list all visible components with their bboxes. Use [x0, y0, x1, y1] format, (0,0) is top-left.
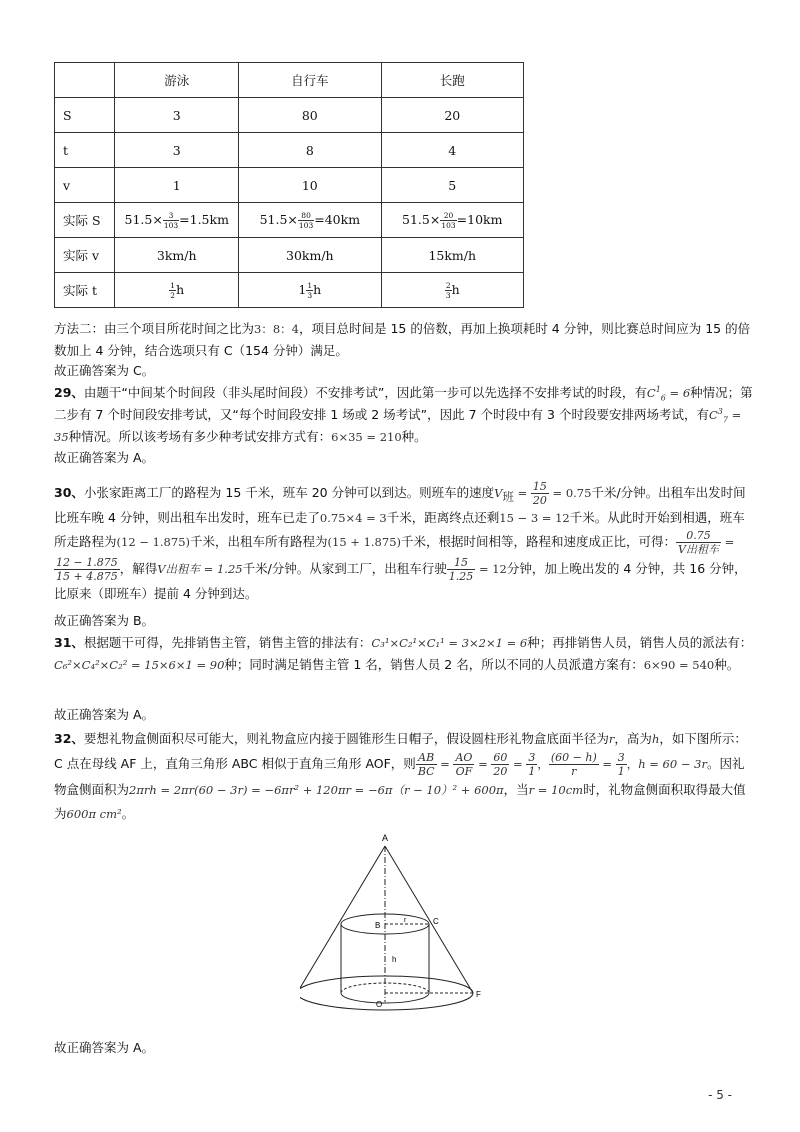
fraction-numerator: AB [416, 751, 437, 765]
table-row [55, 203, 524, 238]
cell-post: =10km [456, 211, 503, 227]
fraction [54, 556, 120, 583]
fraction [531, 480, 549, 507]
text: 分钟，加上晚出发的 4 分钟，共 16 分钟，比原来（即班车）提前 4 分钟到达。 [54, 561, 747, 601]
math-sub: 7 [722, 415, 728, 425]
fraction-denominator: 103 [163, 220, 179, 230]
fraction-numerator: 3 [163, 211, 179, 221]
fraction-numerator: 12 − 1.875 [56, 556, 118, 569]
table-cell: 30km/h [239, 238, 381, 273]
fraction [447, 556, 476, 583]
table-header-run: 长跑 [381, 63, 523, 98]
table-cell: 80 [239, 98, 381, 133]
cell-post: h [451, 281, 460, 297]
page-number: - 5 - [708, 1088, 732, 1102]
math-symbol: V [494, 486, 503, 500]
fraction [163, 211, 179, 230]
table-row [55, 98, 524, 133]
text: 。因礼物盒侧面积为 [54, 756, 745, 797]
q31-answer: 故正确答案为 A。 [54, 707, 155, 722]
label-b: B [375, 921, 381, 930]
speed-table [54, 62, 524, 308]
text: 千米/分钟。从家到工厂，出租车行驶 [242, 561, 447, 576]
fraction [676, 529, 721, 556]
fraction-numerator: 15 [447, 556, 476, 570]
table-cell: 3km/h [115, 238, 239, 273]
math-expression: 15 − 3 = 12 [499, 511, 570, 525]
cell-post: h [313, 281, 322, 297]
fraction-denominator: 20 [532, 494, 547, 507]
fraction [298, 211, 314, 230]
q30-paragraph: 30、小张家距离工厂的路程为 15 千米，班车 20 分钟可以到达。则班车的速度$V_班$ = $\frac{15}{20}$ = 0.75千米/分钟。出租车出发时间比班车晚 4 分钟，则出租车出发时，班车已走了0.75×4 = 3千米，距离终点还剩15 − 3 = 12千米。从此时开始到相遇，班车所走路程为(12 − 1.875)千米，出租车所有路程为(15 + 1.875)千米，根据时间相等，路程和速度成正比，可得： $\frac{0.75}{\text{V出租车}}$ = $\frac{12 - 1.875}{15 + 4.875}$ ，解得V出租车 = 1.25千米/分钟。从家到工厂，出租车行驶 $\frac{15}{1.25}$ = 12分钟，加上晚出发的 4 分钟，共 16 分钟，比原来（即班车）提前 4 分钟到达。 [54, 480, 747, 601]
cell-post: =40km [314, 211, 361, 227]
fraction-numerator: 20 [440, 211, 456, 221]
text: 种；再排销售人员，销售人员的派法有： [527, 635, 753, 650]
math-symbol: r [608, 732, 615, 746]
text: 种情况。所以该考场有多少种考试安排方式有： [68, 429, 332, 444]
math-value: = 12 [475, 562, 507, 576]
fraction-denominator: 103 [441, 220, 456, 230]
fraction-denominator: 1 [617, 765, 625, 778]
math-expression: 2πrh = 2πr(60 − 3r) = −6πr² + 120πr = −6π（r − 10）² + 600π [129, 783, 504, 797]
text: 要想礼物盒侧面积尽可能大，则礼物盒应内接于圆锥形生日帽子，假设圆柱形礼物盒底面半径为 [83, 731, 609, 746]
cell-pre: 51.5× [402, 211, 441, 227]
table-header-swim: 游泳 [115, 63, 239, 98]
fraction-denominator: 103 [298, 220, 314, 230]
math-value: = 35 [54, 408, 742, 444]
fraction-numerator: 0.75 [676, 529, 721, 543]
fraction-denominator: V出租车 [678, 543, 719, 556]
math-expression: 600π cm² [66, 807, 122, 821]
text: 千米。从此时开始到相遇，班车所走路程为 [54, 510, 745, 549]
cone-left-edge [300, 846, 385, 993]
fraction-numerator: 60 [493, 751, 508, 764]
table-header-bike: 自行车 [239, 63, 381, 98]
math-expression: h = 60 − 3r [638, 757, 707, 771]
method2-answer: 故正确答案为 C。 [54, 363, 155, 378]
math-value: = 6 [665, 386, 691, 400]
fraction-denominator: 2 [170, 290, 176, 300]
text: 。 [121, 806, 135, 821]
question-number: 30、 [54, 485, 84, 500]
row-label: v [55, 168, 115, 203]
row-label: 实际 v [55, 238, 115, 273]
label-f: F [476, 990, 481, 999]
q31-paragraph [54, 632, 754, 676]
fraction-denominator: 15 + 4.875 [56, 570, 118, 583]
table-cell: 5 [381, 168, 523, 203]
math-symbol: h [651, 732, 660, 746]
table-cell [381, 273, 523, 308]
fraction [491, 751, 509, 778]
label-o: O [376, 1000, 383, 1009]
math-expression: r = 10cm [528, 783, 584, 797]
table-corner-cell [55, 63, 115, 98]
fraction-numerator: 1 [307, 280, 313, 290]
question-number: 32、 [54, 731, 84, 746]
fraction-numerator: 3 [617, 751, 625, 764]
math-sub: 6 [660, 393, 666, 403]
text: 千米，距离终点还剩 [386, 510, 500, 525]
row-label: 实际 S [55, 203, 115, 238]
table-cell [115, 273, 239, 308]
text: 种。 [714, 657, 740, 672]
table-cell: 10 [239, 168, 381, 203]
math-expression: 6×90 = 540 [643, 658, 715, 672]
fraction [416, 751, 437, 778]
math-value: = 0.75 [548, 486, 592, 500]
text: 种；同时满足销售主管 1 名，销售人员 2 名，所以不同的人员派遣方案有： [224, 657, 644, 672]
text: 千米/分钟。出租车出发时间比班车晚 4 分钟，则出租车出发时，班车已走了 [54, 485, 746, 525]
math-sub: 班 [502, 489, 514, 504]
cell-pre: 51.5× [124, 211, 163, 227]
row-label: t [55, 133, 115, 168]
math-sup: 3 [717, 407, 723, 417]
table-row [55, 273, 524, 308]
row-label: S [55, 98, 115, 133]
math-symbol: C [646, 386, 656, 400]
math-op: = [513, 486, 531, 500]
text: 小张家距离工厂的路程为 15 千米，班车 20 分钟可以到达。则班车的速度 [83, 485, 495, 500]
fraction-numerator: 3 [528, 751, 536, 764]
method2-paragraph [54, 318, 754, 361]
math-expression: (12 − 1.875) [116, 535, 190, 549]
row-label: 实际 t [55, 273, 115, 308]
text: 根据题干可得，先排销售主管，销售主管的排法有： [83, 635, 372, 650]
fraction-numerator: 80 [298, 211, 314, 221]
q29-answer: 故正确答案为 A。 [54, 450, 155, 465]
table-cell: 1 [115, 168, 239, 203]
fraction-numerator: 15 [532, 480, 547, 493]
label-h: h [392, 955, 397, 964]
text: ，项目总时间是 15 的倍数，再加上换项耗时 4 分钟，则比赛总时间应为 15 的倍数加上 4 分钟，结合选项只有 C（154 分钟）满足。 [54, 321, 751, 358]
text: ，高为 [614, 731, 652, 746]
fraction [549, 751, 599, 778]
question-number: 29、 [54, 385, 84, 400]
text: 千米，出租车所有路程为 [190, 534, 328, 549]
fraction [440, 211, 456, 230]
fraction [453, 751, 474, 778]
fraction [616, 751, 627, 778]
text: ，当 [503, 782, 529, 797]
fraction-numerator: 2 [445, 280, 451, 290]
fraction-denominator: 1.25 [448, 570, 474, 583]
q32-answer: 故正确答案为 A。 [54, 1040, 155, 1055]
text: 由题干“中间某个时间段（非头尾时间段）不安排考试”，因此第一步可以先选择不安排考试的时段，有 [83, 385, 647, 400]
question-number: 31、 [54, 635, 84, 650]
math-symbol: C [708, 408, 718, 422]
table-cell [381, 203, 523, 238]
text: ，如下图所示：C 点在母线 AF 上，直角三角形 ABC 相似于直角三角形 AOF，则 [54, 731, 747, 771]
fraction-denominator: r [571, 765, 577, 778]
q29-paragraph [54, 382, 754, 448]
math-product: 6×35 = 210 [331, 430, 402, 444]
label-c: C [433, 917, 439, 926]
table-cell: 4 [381, 133, 523, 168]
table-cell [239, 203, 381, 238]
fraction-numerator: 1 [170, 280, 176, 290]
math-ratio: 3：8：4 [254, 322, 299, 336]
fraction-denominator: 3 [307, 290, 313, 300]
math-expression: (15 + 1.875) [327, 535, 401, 549]
text: ，解得 [119, 561, 158, 576]
label-r: r [404, 917, 407, 924]
table-cell: 15km/h [381, 238, 523, 273]
text: 千米，根据时间相等，路程和速度成正比，可得： [401, 534, 677, 549]
table-cell: 8 [239, 133, 381, 168]
fraction-denominator: 20 [493, 765, 508, 778]
cell-pre: 51.5× [259, 211, 298, 227]
table-row [55, 133, 524, 168]
text: 方法二：由三个项目所花时间之比为 [54, 321, 255, 336]
math-expression: C₆²×C₄²×C₂² = 15×6×1 = 90 [54, 658, 225, 672]
table-row [55, 238, 524, 273]
table-header-row [55, 63, 524, 98]
table-cell: 3 [115, 98, 239, 133]
table-cell [115, 203, 239, 238]
table-cell: 20 [381, 98, 523, 133]
table-cell [239, 273, 381, 308]
cell-post: =1.5km [179, 211, 229, 227]
math-expression: C₃¹×C₂¹×C₁¹ = 3×2×1 = 6 [371, 636, 528, 650]
math-combination [646, 385, 691, 403]
text: 时，礼物盒侧面积取得最大值为 [54, 782, 746, 821]
cell-pre: 1 [298, 281, 307, 297]
text: 种。 [401, 429, 427, 444]
text: 种情况；第二步有 7 个时间段安排考试，又“每个时间段安排 1 场或 2 场考试”，因此 7 个时段中有 3 个时段要安排两场考试，有 [54, 385, 753, 422]
q32-paragraph: 32、要想礼物盒侧面积尽可能大，则礼物盒应内接于圆锥形生日帽子，假设圆柱形礼物盒底面半径为r，高为h，如下图所示：C 点在母线 AF 上，直角三角形 ABC 相似于直角三角形 AOF，则 $\frac{AB}{BC}$ = $\frac{AO}{OF}$ = $\frac{60}{20}$ = $\frac{3}{1}$ ， $\frac{(60 - h)}{r}$ = $\frac{3}{1}$ ，h = 60 − 3r。因礼物盒侧面积为2πrh = 2πr(60 − 3r) = −6πr² + 120πr = −6π（r − 10）² + 600π，当r = 10cm时，礼物盒侧面积取得最大值为600π cm²。 [54, 731, 747, 821]
table-row [55, 168, 524, 203]
q30-answer: 故正确答案为 B。 [54, 613, 155, 628]
table-cell: 3 [115, 133, 239, 168]
fraction-numerator: (60 − h) [550, 751, 597, 764]
cone-cylinder-figure [300, 830, 500, 1020]
label-a: A [382, 833, 389, 843]
math-expression: V出租车 = 1.25 [157, 562, 243, 576]
fraction-denominator: OF [455, 765, 473, 778]
math-sup: 1 [655, 385, 661, 395]
fraction-denominator: BC [417, 765, 435, 778]
fraction-denominator: 3 [445, 290, 451, 300]
fraction [526, 751, 537, 778]
math-expression: 0.75×4 = 3 [319, 511, 387, 525]
fraction-numerator: AO [455, 751, 473, 764]
cell-post: h [176, 281, 185, 297]
fraction [445, 281, 452, 300]
fraction-denominator: 1 [528, 765, 536, 778]
